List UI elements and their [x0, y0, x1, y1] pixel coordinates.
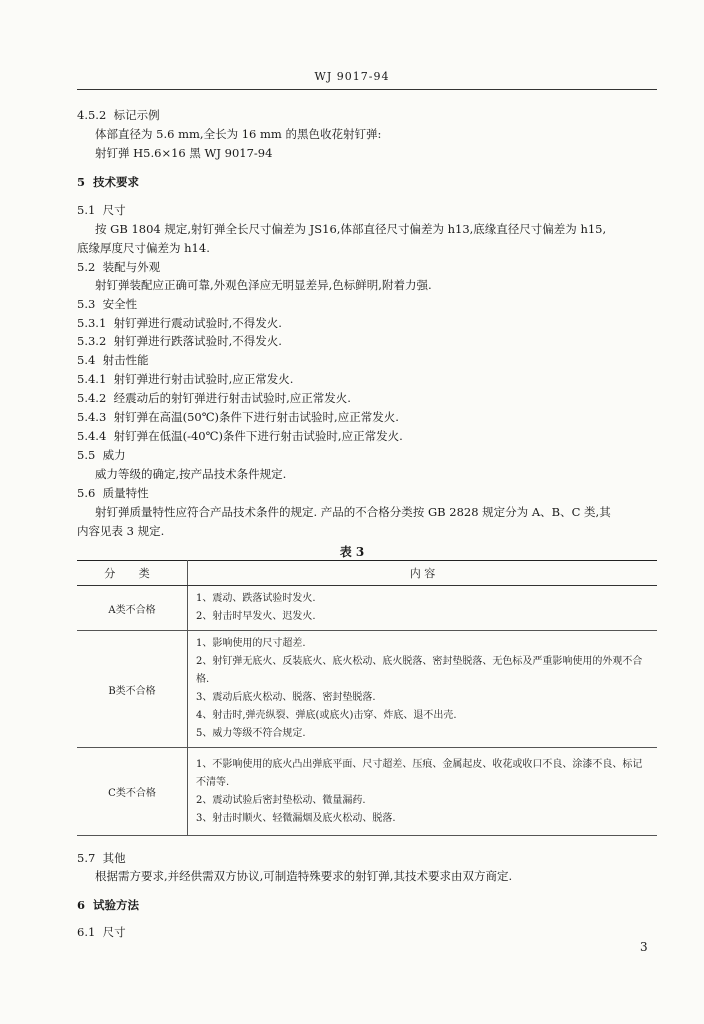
clause-5-1: 5.1 尺寸 — [77, 203, 126, 217]
content-item: 2、震动试验后密封垫松动、微量漏药. — [196, 794, 366, 806]
category-cell: A类不合格 — [77, 586, 188, 631]
content-item: 1、震动、跌落试验时发火. — [196, 593, 316, 604]
content-item: 5、威力等级不符合规定. — [196, 728, 306, 739]
paragraph-line: 体部直径为 5.6 mm,全长为 16 mm 的黑色收花射钉弹: — [95, 127, 382, 141]
paragraph-line: 底缘厚度尺寸偏差为 h14. — [77, 241, 210, 255]
clause-5-4: 5.4 射击性能 — [77, 353, 149, 367]
clause-5-5: 5.5 威力 — [77, 448, 126, 462]
column-header-category: 分 类 — [77, 561, 188, 586]
clause-6-1: 6.1 尺寸 — [77, 925, 126, 939]
clause-5-4-1: 5.4.1 射钉弹进行射击试验时,应正常发火. — [77, 372, 294, 386]
section-6-heading: 6 试验方法 — [77, 898, 140, 912]
clause-5-6: 5.6 质量特性 — [77, 486, 149, 500]
paragraph-line: 射钉弹 H5.6×16 黑 WJ 9017-94 — [95, 146, 273, 160]
content-cell — [188, 586, 658, 631]
table-row — [77, 631, 657, 748]
table-row — [77, 586, 657, 631]
content-cell — [188, 748, 658, 836]
column-header-content: 内 容 — [188, 561, 658, 586]
table-header-row — [77, 561, 657, 586]
clause-5-3: 5.3 安全性 — [77, 297, 138, 311]
content-item: 3、射击时顺火、轻微漏烟及底火松动、脱落. — [196, 812, 396, 824]
section-5-heading: 5 技术要求 — [77, 175, 140, 189]
clause-5-4-2: 5.4.2 经震动后的射钉弹进行射击试验时,应正常发火. — [77, 391, 351, 405]
clause-5-4-3: 5.4.3 射钉弹在高温(50℃)条件下进行射击试验时,应正常发火. — [77, 410, 399, 424]
paragraph-line: 威力等级的确定,按产品技术条件规定. — [95, 467, 287, 481]
content-item: 3、震动后底火松动、脱落、密封垫脱落. — [196, 692, 376, 703]
category-cell: B类不合格 — [77, 631, 188, 748]
paragraph-line: 内容见表 3 规定. — [77, 524, 165, 538]
clause-5-3-2: 5.3.2 射钉弹进行跌落试验时,不得发火. — [77, 334, 282, 348]
page-number: 3 — [640, 940, 648, 954]
paragraph-line: 射钉弹质量特性应符合产品技术条件的规定. 产品的不合格分类按 GB 2828 规定分为 A、B、C 类,其 — [95, 505, 611, 519]
content-item: 4、射击时,弹壳纵裂、弹底(或底火)击穿、炸底、退不出壳. — [196, 710, 457, 721]
content-item: 1、不影响使用的底火凸出弹底平面、尺寸超差、压痕、金属起皮、收花或收口不良、涂漆不良、标记不清等. — [196, 758, 643, 788]
content-item: 1、影响使用的尺寸超差. — [196, 638, 306, 649]
content-item: 2、射钉弹无底火、反装底火、底火松动、底火脱落、密封垫脱落、无色标及严重影响使用的外观不合格. — [196, 656, 643, 685]
clause-5-3-1: 5.3.1 射钉弹进行震动试验时,不得发火. — [77, 316, 282, 330]
clause-5-2: 5.2 装配与外观 — [77, 260, 161, 274]
table-caption: 表 3 — [339, 545, 365, 559]
header-rule — [77, 89, 657, 90]
document-header: WJ 9017-94 — [314, 70, 390, 83]
clause-5-4-4: 5.4.4 射钉弹在低温(-40℃)条件下进行射击试验时,应正常发火. — [77, 429, 403, 443]
defect-classification-table — [77, 560, 657, 836]
paragraph-line: 按 GB 1804 规定,射钉弹全长尺寸偏差为 JS16,体部直径尺寸偏差为 h13,底缘直径尺寸偏差为 h15, — [95, 222, 607, 236]
category-cell: C类不合格 — [77, 748, 188, 836]
paragraph-line: 射钉弹装配应正确可靠,外观色泽应无明显差异,色标鲜明,附着力强. — [95, 278, 432, 292]
paragraph-line: 根据需方要求,并经供需双方协议,可制造特殊要求的射钉弹,其技术要求由双方商定. — [95, 869, 513, 883]
content-cell — [188, 631, 658, 748]
table-row — [77, 748, 657, 836]
clause-5-7: 5.7 其他 — [77, 851, 126, 865]
clause-4-5-2: 4.5.2 标记示例 — [77, 108, 160, 122]
content-item: 2、射击时早发火、迟发火. — [196, 611, 316, 622]
